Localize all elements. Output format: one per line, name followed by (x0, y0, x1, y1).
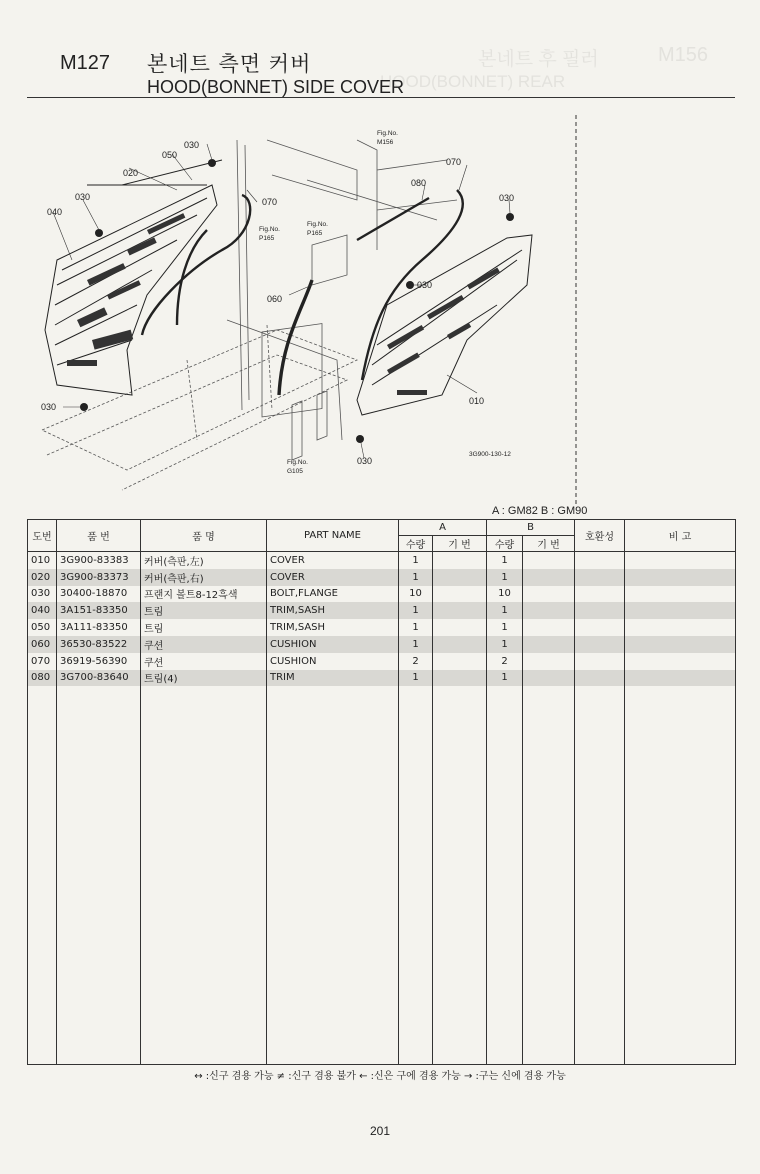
cell-en: BOLT,FLANGE (267, 586, 399, 603)
cell-qa: 1 (399, 552, 433, 569)
cell-empty (433, 636, 487, 653)
cell-part: 36919-56390 (57, 653, 141, 670)
cell-empty (523, 569, 575, 586)
cell-en: TRIM (267, 670, 399, 687)
cell-empty (433, 569, 487, 586)
callout-050: 050 (162, 150, 178, 160)
cell-qb: 2 (487, 653, 523, 670)
cell-qb: 10 (487, 586, 523, 603)
svg-text:Fig.No.: Fig.No. (377, 130, 398, 137)
cell-en: CUSHION (267, 636, 399, 653)
left-side-cover-drawing (45, 160, 222, 395)
callout-010: 010 (469, 396, 485, 406)
parts-table (27, 519, 736, 1065)
page-number: 201 (369, 1124, 391, 1138)
callout-030-a: 030 (184, 140, 200, 150)
cell-ko: 커버(측판,右) (141, 569, 267, 586)
fig-ref-p165-a (259, 226, 280, 242)
cell-en: TRIM,SASH (267, 619, 399, 636)
right-perforation-pattern (387, 268, 500, 396)
col-group-b: B (487, 520, 575, 536)
model-legend: A : GM82 B : GM90 (492, 505, 588, 517)
cell-empty (433, 619, 487, 636)
cell-part: 3A111-83350 (57, 619, 141, 636)
cell-part: 3A151-83350 (57, 602, 141, 619)
cell-empty (575, 569, 625, 586)
callout-070-b: 070 (446, 157, 462, 167)
cell-ko: 트림(4) (141, 670, 267, 687)
cell-empty (625, 552, 736, 569)
svg-text:G105: G105 (287, 468, 303, 475)
cell-ko: 트림 (141, 619, 267, 636)
compatibility-footnote: ↔ :신구 겸용 가능 ≠ :신구 겸용 불가 ← :신은 구에 겸용 가능 → :구는 신에 겸용 가능 (194, 1071, 566, 1082)
cell-empty (575, 552, 625, 569)
col-part-name: PART NAME (267, 520, 399, 552)
cell-empty (575, 686, 625, 1064)
cell-empty (433, 653, 487, 670)
header-rule (27, 97, 735, 98)
cell-no: 020 (28, 569, 57, 586)
table-blank-area (28, 686, 736, 1064)
svg-text:Fig.No.: Fig.No. (259, 226, 280, 233)
cell-ko: 쿠션 (141, 636, 267, 653)
col-group-a: A (399, 520, 487, 536)
col-ref-no: 도번 (28, 520, 57, 552)
cell-no: 030 (28, 586, 57, 603)
cell-empty (523, 636, 575, 653)
cell-part: 3G900-83373 (57, 569, 141, 586)
cell-empty (625, 670, 736, 687)
cell-empty (141, 686, 267, 1064)
exploded-parts-diagram (27, 110, 735, 505)
cell-empty (433, 602, 487, 619)
col-part-no: 품 번 (57, 520, 141, 552)
cell-part: 3G700-83640 (57, 670, 141, 687)
cell-empty (523, 686, 575, 1064)
header-row-1 (28, 520, 736, 536)
cell-ko: 트림 (141, 602, 267, 619)
cell-empty (625, 602, 736, 619)
callout-030-b: 030 (75, 192, 91, 202)
col-qty-b: 수량 (487, 536, 523, 552)
callout-020: 020 (123, 168, 139, 178)
cell-empty (523, 602, 575, 619)
col-qty-a: 수량 (399, 536, 433, 552)
col-remarks: 비 고 (625, 520, 736, 552)
cell-no: 060 (28, 636, 57, 653)
cell-ko: 쿠션 (141, 653, 267, 670)
col-name-ko: 품 명 (141, 520, 267, 552)
table-row (28, 569, 736, 586)
cell-en: TRIM,SASH (267, 602, 399, 619)
cell-part: 3G900-83383 (57, 552, 141, 569)
cell-qb: 1 (487, 670, 523, 687)
cell-part: 36530-83522 (57, 636, 141, 653)
cell-qb: 1 (487, 552, 523, 569)
cell-part: 30400-18870 (57, 586, 141, 603)
cell-qb: 1 (487, 636, 523, 653)
cell-qa: 1 (399, 670, 433, 687)
fig-ref-p165-b (307, 221, 328, 237)
fig-ref-m156 (377, 130, 398, 146)
cell-empty (28, 686, 57, 1064)
cell-empty (575, 586, 625, 603)
svg-text:Fig.No.: Fig.No. (307, 221, 328, 228)
drawing-code: 3G900-130-12 (469, 451, 511, 458)
cell-empty (267, 686, 399, 1064)
cell-no: 010 (28, 552, 57, 569)
cell-empty (625, 686, 736, 1064)
cell-empty (433, 552, 487, 569)
cell-empty (575, 602, 625, 619)
callout-040: 040 (47, 207, 63, 217)
svg-text:Fig.No.: Fig.No. (287, 459, 308, 466)
cell-empty (433, 686, 487, 1064)
cell-empty (575, 636, 625, 653)
cell-empty (523, 670, 575, 687)
cell-empty (575, 670, 625, 687)
cell-empty (625, 569, 736, 586)
cell-no: 080 (28, 670, 57, 687)
cell-en: COVER (267, 552, 399, 569)
callout-030-c: 030 (41, 402, 57, 412)
table-row (28, 602, 736, 619)
cell-no: 050 (28, 619, 57, 636)
callout-030-e: 030 (417, 280, 433, 290)
callout-060: 060 (267, 294, 283, 304)
svg-text:P165: P165 (259, 235, 275, 242)
cell-empty (575, 619, 625, 636)
cell-no: 070 (28, 653, 57, 670)
cell-empty (625, 619, 736, 636)
title-english: HOOD(BONNET) SIDE COVER (147, 77, 405, 97)
table-row (28, 636, 736, 653)
cell-qb: 1 (487, 602, 523, 619)
col-model-b: 기 번 (523, 536, 575, 552)
figure-code: M127 (60, 52, 111, 74)
title-korean: 본네트 측면 커버 (147, 52, 312, 76)
cell-empty (523, 586, 575, 603)
cell-empty (625, 636, 736, 653)
cell-empty (433, 586, 487, 603)
cell-qa: 1 (399, 602, 433, 619)
callout-030-d: 030 (499, 193, 515, 203)
cell-empty (399, 686, 433, 1064)
cell-empty (625, 586, 736, 603)
svg-text:M156: M156 (377, 139, 394, 146)
cell-empty (575, 653, 625, 670)
cell-empty (523, 653, 575, 670)
cell-no: 040 (28, 602, 57, 619)
cell-empty (57, 686, 141, 1064)
fig-ref-g105 (287, 459, 308, 475)
callout-030-f: 030 (357, 456, 373, 466)
col-compat: 호환성 (575, 520, 625, 552)
cell-qa: 1 (399, 569, 433, 586)
table-row (28, 619, 736, 636)
cell-qa: 1 (399, 636, 433, 653)
callout-080: 080 (411, 178, 427, 188)
cell-en: COVER (267, 569, 399, 586)
cell-qb: 1 (487, 619, 523, 636)
cell-ko: 프랜지 볼트8-12흑색 (141, 586, 267, 603)
table-row (28, 552, 736, 569)
svg-text:P165: P165 (307, 230, 323, 237)
right-side-cover-drawing (357, 235, 532, 415)
cell-empty (523, 552, 575, 569)
callout-070-a: 070 (262, 197, 278, 207)
col-model-a: 기 번 (433, 536, 487, 552)
bleed-code: M156 (658, 44, 709, 66)
cell-en: CUSHION (267, 653, 399, 670)
cell-ko: 커버(측판,左) (141, 552, 267, 569)
cell-qb: 1 (487, 569, 523, 586)
cell-empty (625, 653, 736, 670)
parts-table-body (28, 552, 736, 1065)
cell-qa: 1 (399, 619, 433, 636)
cell-empty (433, 670, 487, 687)
table-row (28, 670, 736, 687)
bleed-title-en: HOOD(BONNET) REAR (380, 72, 566, 91)
cell-empty (487, 686, 523, 1064)
cell-empty (523, 619, 575, 636)
table-row (28, 653, 736, 670)
table-row (28, 586, 736, 603)
cell-qa: 10 (399, 586, 433, 603)
cell-qa: 2 (399, 653, 433, 670)
bleed-title-ko: 본네트 후 필러 (478, 49, 599, 70)
